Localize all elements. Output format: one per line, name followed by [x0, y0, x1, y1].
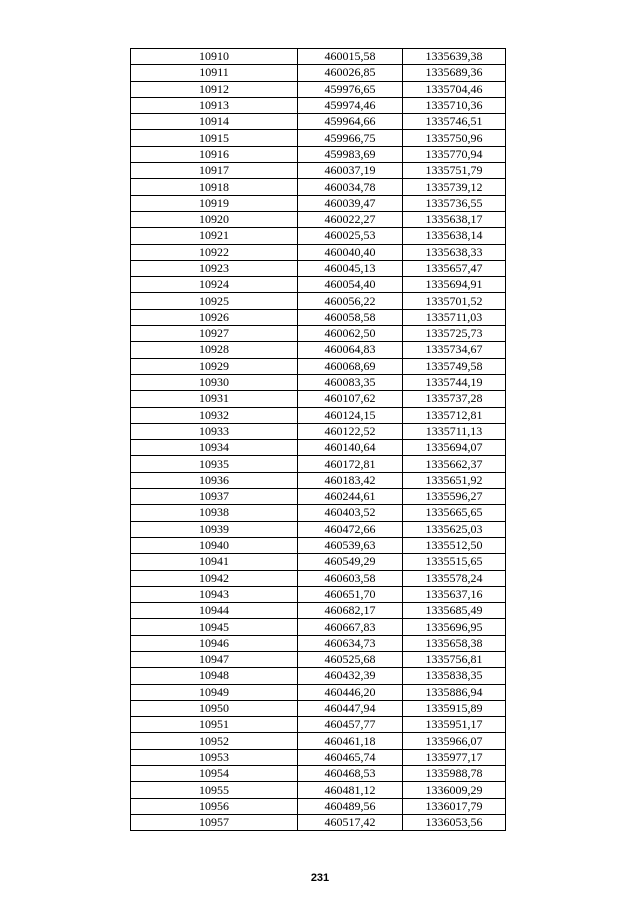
table-row — [131, 163, 506, 179]
table-row — [131, 423, 506, 439]
y-coordinate-cell: 1335638,14 — [403, 228, 506, 244]
point-number-cell: 10951 — [131, 717, 298, 733]
y-coordinate-cell: 1335637,16 — [403, 586, 506, 602]
table-row — [131, 391, 506, 407]
table-row — [131, 260, 506, 276]
table-row — [131, 603, 506, 619]
x-coordinate-cell: 460107,62 — [298, 391, 403, 407]
y-coordinate-cell: 1335739,12 — [403, 179, 506, 195]
y-coordinate-cell: 1335704,46 — [403, 81, 506, 97]
y-coordinate-cell: 1335701,52 — [403, 293, 506, 309]
table-row — [131, 717, 506, 733]
point-number-cell: 10945 — [131, 619, 298, 635]
point-number-cell: 10917 — [131, 163, 298, 179]
y-coordinate-cell: 1335838,35 — [403, 668, 506, 684]
y-coordinate-cell: 1335639,38 — [403, 49, 506, 65]
x-coordinate-cell: 460037,19 — [298, 163, 403, 179]
point-number-cell: 10938 — [131, 505, 298, 521]
point-number-cell: 10936 — [131, 472, 298, 488]
y-coordinate-cell: 1335694,07 — [403, 440, 506, 456]
point-number-cell: 10939 — [131, 521, 298, 537]
table-row — [131, 81, 506, 97]
table-row — [131, 651, 506, 667]
y-coordinate-cell: 1335977,17 — [403, 749, 506, 765]
y-coordinate-cell: 1335951,17 — [403, 717, 506, 733]
table-row — [131, 358, 506, 374]
y-coordinate-cell: 1335750,96 — [403, 130, 506, 146]
y-coordinate-cell: 1335596,27 — [403, 489, 506, 505]
y-coordinate-cell: 1335712,81 — [403, 407, 506, 423]
y-coordinate-cell: 1335725,73 — [403, 326, 506, 342]
coordinates-table-body — [131, 49, 506, 831]
y-coordinate-cell: 1335751,79 — [403, 163, 506, 179]
x-coordinate-cell: 460603,58 — [298, 570, 403, 586]
table-row — [131, 277, 506, 293]
point-number-cell: 10955 — [131, 782, 298, 798]
point-number-cell: 10937 — [131, 489, 298, 505]
x-coordinate-cell: 460015,58 — [298, 49, 403, 65]
y-coordinate-cell: 1335685,49 — [403, 603, 506, 619]
y-coordinate-cell: 1335515,65 — [403, 554, 506, 570]
point-number-cell: 10950 — [131, 700, 298, 716]
x-coordinate-cell: 460472,66 — [298, 521, 403, 537]
table-row — [131, 619, 506, 635]
x-coordinate-cell: 460446,20 — [298, 684, 403, 700]
x-coordinate-cell: 460525,68 — [298, 651, 403, 667]
point-number-cell: 10943 — [131, 586, 298, 602]
point-number-cell: 10954 — [131, 766, 298, 782]
x-coordinate-cell: 460083,35 — [298, 374, 403, 390]
x-coordinate-cell: 460539,63 — [298, 537, 403, 553]
x-coordinate-cell: 459966,75 — [298, 130, 403, 146]
table-row — [131, 179, 506, 195]
point-number-cell: 10956 — [131, 798, 298, 814]
table-row — [131, 489, 506, 505]
table-row — [131, 766, 506, 782]
point-number-cell: 10926 — [131, 309, 298, 325]
point-number-cell: 10932 — [131, 407, 298, 423]
y-coordinate-cell: 1335736,55 — [403, 195, 506, 211]
table-row — [131, 798, 506, 814]
table-row — [131, 130, 506, 146]
table-row — [131, 537, 506, 553]
point-number-cell: 10918 — [131, 179, 298, 195]
point-number-cell: 10927 — [131, 326, 298, 342]
point-number-cell: 10925 — [131, 293, 298, 309]
y-coordinate-cell: 1336017,79 — [403, 798, 506, 814]
table-row — [131, 668, 506, 684]
point-number-cell: 10929 — [131, 358, 298, 374]
x-coordinate-cell: 460489,56 — [298, 798, 403, 814]
x-coordinate-cell: 460432,39 — [298, 668, 403, 684]
x-coordinate-cell: 460039,47 — [298, 195, 403, 211]
point-number-cell: 10944 — [131, 603, 298, 619]
table-row — [131, 49, 506, 65]
x-coordinate-cell: 460022,27 — [298, 211, 403, 227]
y-coordinate-cell: 1335638,17 — [403, 211, 506, 227]
x-coordinate-cell: 460461,18 — [298, 733, 403, 749]
y-coordinate-cell: 1335711,03 — [403, 309, 506, 325]
x-coordinate-cell: 460140,64 — [298, 440, 403, 456]
x-coordinate-cell: 460457,77 — [298, 717, 403, 733]
y-coordinate-cell: 1335711,13 — [403, 423, 506, 439]
table-row — [131, 326, 506, 342]
point-number-cell: 10922 — [131, 244, 298, 260]
table-row — [131, 65, 506, 81]
y-coordinate-cell: 1335696,95 — [403, 619, 506, 635]
x-coordinate-cell: 459974,46 — [298, 97, 403, 113]
point-number-cell: 10911 — [131, 65, 298, 81]
x-coordinate-cell: 459976,65 — [298, 81, 403, 97]
y-coordinate-cell: 1335665,65 — [403, 505, 506, 521]
y-coordinate-cell: 1335770,94 — [403, 146, 506, 162]
y-coordinate-cell: 1335689,36 — [403, 65, 506, 81]
x-coordinate-cell: 460172,81 — [298, 456, 403, 472]
point-number-cell: 10952 — [131, 733, 298, 749]
x-coordinate-cell: 460481,12 — [298, 782, 403, 798]
x-coordinate-cell: 460058,58 — [298, 309, 403, 325]
point-number-cell: 10913 — [131, 97, 298, 113]
table-row — [131, 635, 506, 651]
y-coordinate-cell: 1335658,38 — [403, 635, 506, 651]
x-coordinate-cell: 459964,66 — [298, 114, 403, 130]
table-row — [131, 440, 506, 456]
table-row — [131, 342, 506, 358]
point-number-cell: 10935 — [131, 456, 298, 472]
table-row — [131, 146, 506, 162]
x-coordinate-cell: 460183,42 — [298, 472, 403, 488]
point-number-cell: 10930 — [131, 374, 298, 390]
point-number-cell: 10928 — [131, 342, 298, 358]
point-number-cell: 10931 — [131, 391, 298, 407]
x-coordinate-cell: 460403,52 — [298, 505, 403, 521]
x-coordinate-cell: 460056,22 — [298, 293, 403, 309]
point-number-cell: 10946 — [131, 635, 298, 651]
point-number-cell: 10920 — [131, 211, 298, 227]
table-row — [131, 749, 506, 765]
table-row — [131, 782, 506, 798]
y-coordinate-cell: 1335749,58 — [403, 358, 506, 374]
table-row — [131, 472, 506, 488]
x-coordinate-cell: 460244,61 — [298, 489, 403, 505]
y-coordinate-cell: 1335988,78 — [403, 766, 506, 782]
table-row — [131, 505, 506, 521]
point-number-cell: 10924 — [131, 277, 298, 293]
y-coordinate-cell: 1335710,36 — [403, 97, 506, 113]
y-coordinate-cell: 1335625,03 — [403, 521, 506, 537]
point-number-cell: 10919 — [131, 195, 298, 211]
point-number-cell: 10916 — [131, 146, 298, 162]
x-coordinate-cell: 460026,85 — [298, 65, 403, 81]
x-coordinate-cell: 460517,42 — [298, 814, 403, 830]
x-coordinate-cell: 460068,69 — [298, 358, 403, 374]
y-coordinate-cell: 1335886,94 — [403, 684, 506, 700]
point-number-cell: 10957 — [131, 814, 298, 830]
x-coordinate-cell: 460634,73 — [298, 635, 403, 651]
point-number-cell: 10948 — [131, 668, 298, 684]
y-coordinate-cell: 1335662,37 — [403, 456, 506, 472]
x-coordinate-cell: 460468,53 — [298, 766, 403, 782]
x-coordinate-cell: 460124,15 — [298, 407, 403, 423]
y-coordinate-cell: 1336009,29 — [403, 782, 506, 798]
table-row — [131, 374, 506, 390]
y-coordinate-cell: 1335746,51 — [403, 114, 506, 130]
point-number-cell: 10933 — [131, 423, 298, 439]
table-row — [131, 114, 506, 130]
y-coordinate-cell: 1335651,92 — [403, 472, 506, 488]
point-number-cell: 10934 — [131, 440, 298, 456]
table-row — [131, 554, 506, 570]
page-number: 231 — [310, 872, 330, 884]
y-coordinate-cell: 1335512,50 — [403, 537, 506, 553]
coordinates-table — [130, 48, 506, 831]
x-coordinate-cell: 460447,94 — [298, 700, 403, 716]
x-coordinate-cell: 460062,50 — [298, 326, 403, 342]
y-coordinate-cell: 1335966,07 — [403, 733, 506, 749]
point-number-cell: 10942 — [131, 570, 298, 586]
y-coordinate-cell: 1335734,67 — [403, 342, 506, 358]
point-number-cell: 10947 — [131, 651, 298, 667]
x-coordinate-cell: 460064,83 — [298, 342, 403, 358]
y-coordinate-cell: 1335694,91 — [403, 277, 506, 293]
point-number-cell: 10914 — [131, 114, 298, 130]
y-coordinate-cell: 1335744,19 — [403, 374, 506, 390]
y-coordinate-cell: 1335638,33 — [403, 244, 506, 260]
point-number-cell: 10910 — [131, 49, 298, 65]
y-coordinate-cell: 1335756,81 — [403, 651, 506, 667]
point-number-cell: 10912 — [131, 81, 298, 97]
point-number-cell: 10915 — [131, 130, 298, 146]
x-coordinate-cell: 460034,78 — [298, 179, 403, 195]
table-row — [131, 195, 506, 211]
x-coordinate-cell: 460025,53 — [298, 228, 403, 244]
x-coordinate-cell: 460054,40 — [298, 277, 403, 293]
table-row — [131, 586, 506, 602]
y-coordinate-cell: 1335915,89 — [403, 700, 506, 716]
y-coordinate-cell: 1335657,47 — [403, 260, 506, 276]
table-row — [131, 228, 506, 244]
table-row — [131, 244, 506, 260]
table-row — [131, 814, 506, 830]
table-row — [131, 570, 506, 586]
x-coordinate-cell: 460465,74 — [298, 749, 403, 765]
point-number-cell: 10940 — [131, 537, 298, 553]
x-coordinate-cell: 460040,40 — [298, 244, 403, 260]
table-row — [131, 456, 506, 472]
x-coordinate-cell: 459983,69 — [298, 146, 403, 162]
table-row — [131, 309, 506, 325]
x-coordinate-cell: 460682,17 — [298, 603, 403, 619]
table-row — [131, 521, 506, 537]
x-coordinate-cell: 460549,29 — [298, 554, 403, 570]
y-coordinate-cell: 1335578,24 — [403, 570, 506, 586]
y-coordinate-cell: 1336053,56 — [403, 814, 506, 830]
point-number-cell: 10941 — [131, 554, 298, 570]
x-coordinate-cell: 460045,13 — [298, 260, 403, 276]
table-row — [131, 684, 506, 700]
x-coordinate-cell: 460667,83 — [298, 619, 403, 635]
point-number-cell: 10949 — [131, 684, 298, 700]
table-row — [131, 293, 506, 309]
x-coordinate-cell: 460651,70 — [298, 586, 403, 602]
point-number-cell: 10923 — [131, 260, 298, 276]
table-row — [131, 700, 506, 716]
point-number-cell: 10921 — [131, 228, 298, 244]
table-row — [131, 733, 506, 749]
y-coordinate-cell: 1335737,28 — [403, 391, 506, 407]
x-coordinate-cell: 460122,52 — [298, 423, 403, 439]
table-row — [131, 97, 506, 113]
table-row — [131, 211, 506, 227]
point-number-cell: 10953 — [131, 749, 298, 765]
table-row — [131, 407, 506, 423]
